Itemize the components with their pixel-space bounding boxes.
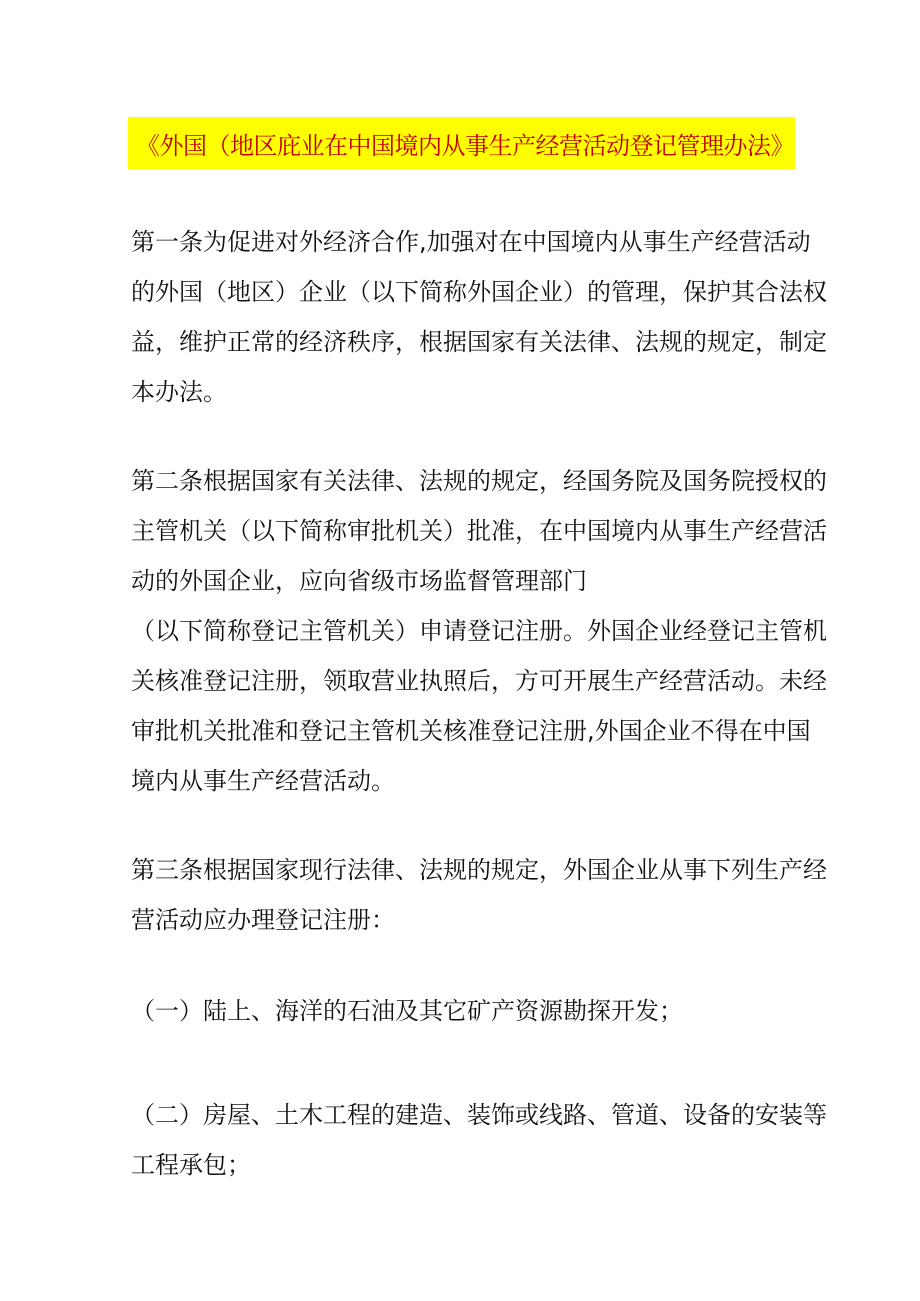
paragraph-line: 本办法。 [131, 378, 227, 406]
article-2-paragraph [131, 456, 827, 806]
paragraph-line: 关核准登记注册，领取营业执照后，方可开展生产经营活动。未经 [131, 667, 827, 695]
paragraph-line: （二）房屋、土木工程的建造、装饰或线路、管道、设备的安装等 [131, 1101, 827, 1129]
paragraph-line: 第三条根据国家现行法律、法规的规定，外国企业从事下列生产经 [131, 856, 827, 884]
paragraph-line: 的外国（地区）企业（以下简称外国企业）的管理，保护其合法权 [131, 278, 827, 306]
paragraph-line: （以下简称登记主管机关）申请登记注册。外国企业经登记主管机 [131, 617, 827, 645]
article-1-paragraph [131, 217, 827, 417]
list-item-2 [131, 1090, 827, 1190]
paragraph-line: 工程承包； [131, 1151, 251, 1179]
paragraph-line: 审批机关批准和登记主管机关核准登记注册,外国企业不得在中国 [131, 717, 811, 745]
paragraph-line: 动的外国企业，应向省级市场监督管理部门 [131, 567, 587, 595]
title-highlight [128, 117, 795, 169]
paragraph-line: （一）陆上、海洋的石油及其它矿产资源勘探开发； [131, 997, 683, 1025]
document-title: 《外国（地区庇业在中国境内从事生产经营活动登记管理办法》 [136, 131, 794, 160]
paragraph-line: 益，维护正常的经济秩序，根据国家有关法律、法规的规定，制定 [131, 328, 827, 356]
paragraph-line: 营活动应办理登记注册： [131, 906, 395, 934]
list-item-1 [131, 986, 799, 1036]
paragraph-line: 主管机关（以下简称审批机关）批准，在中国境内从事生产经营活 [131, 517, 827, 545]
paragraph-line: 第二条根据国家有关法律、法规的规定，经国务院及国务院授权的 [131, 467, 827, 495]
article-3-paragraph [131, 845, 827, 945]
paragraph-line: 第一条为促进对外经济合作,加强对在中国境内从事生产经营活动 [131, 228, 811, 256]
paragraph-line: 境内从事生产经营活动。 [131, 767, 395, 795]
